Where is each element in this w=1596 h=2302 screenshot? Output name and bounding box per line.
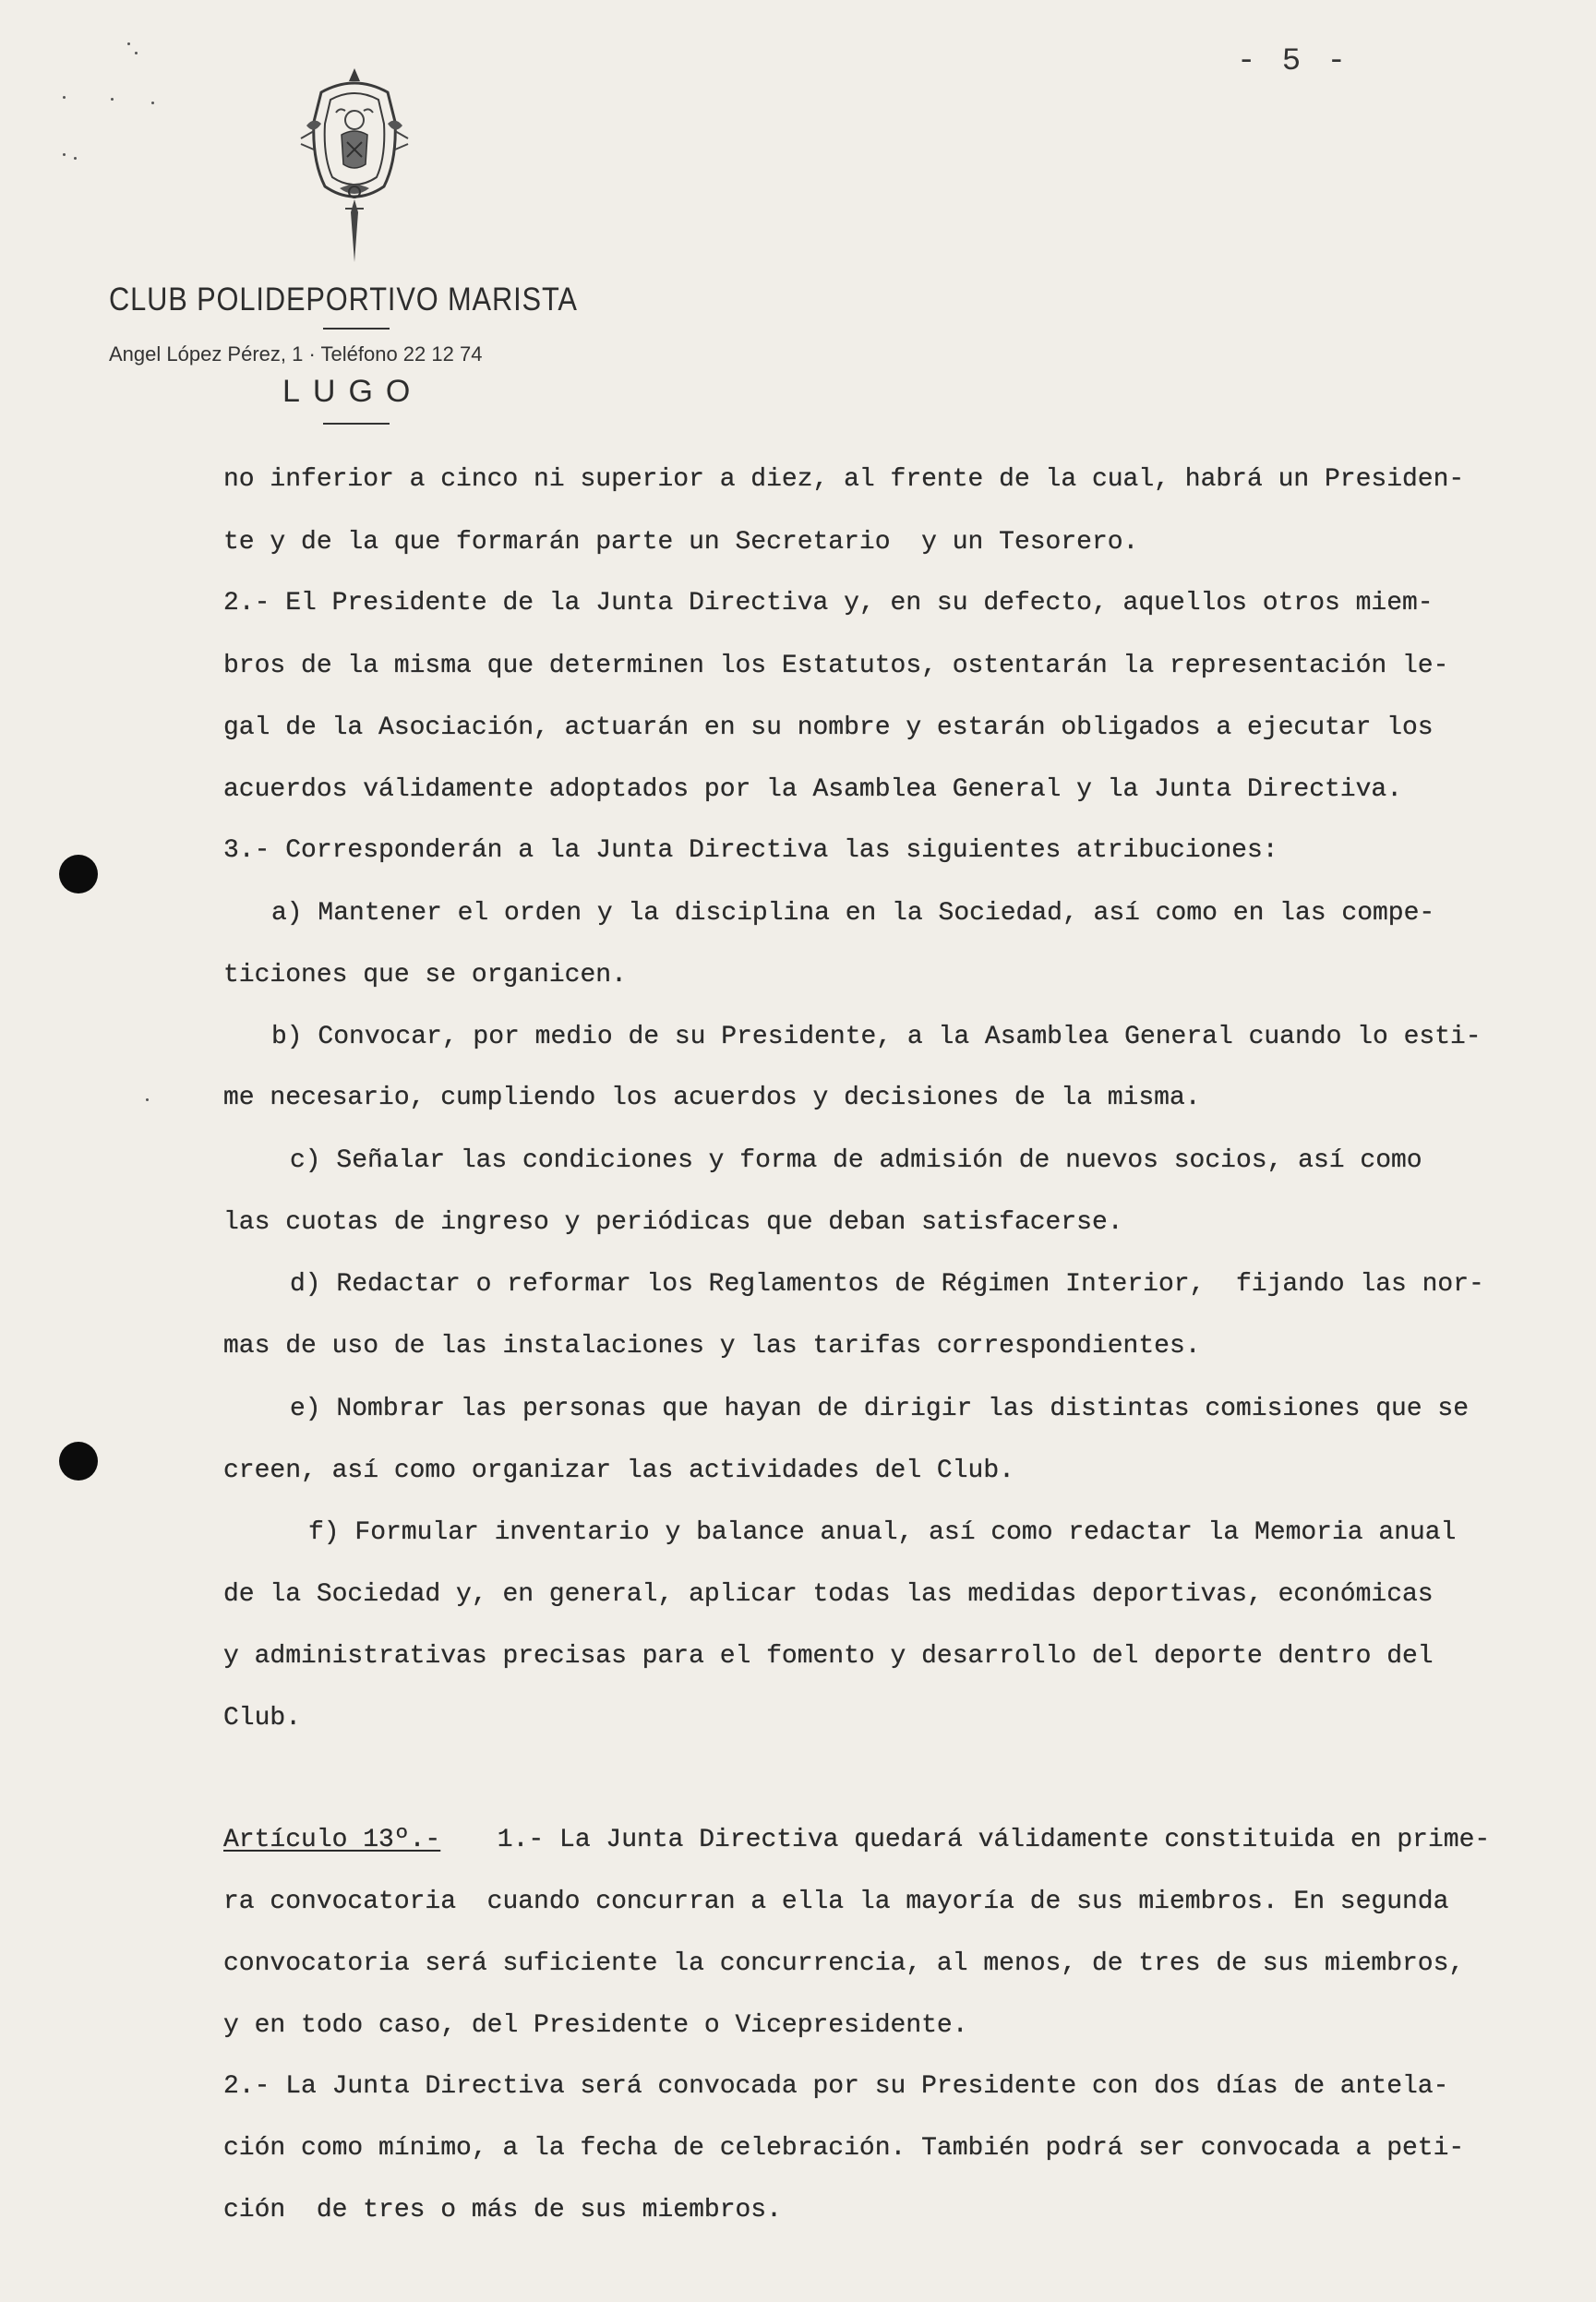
article-heading: Artículo 13º.- [223, 1826, 441, 1854]
text-line: de la Sociedad y, en general, aplicar todas las medidas deportivas, económicas [223, 1580, 1434, 1609]
text-line: e) Nombrar las personas que hayan de dirigir las distintas comisiones que se [290, 1395, 1470, 1423]
club-address: Angel López Pérez, 1 · Teléfono 22 12 74 [109, 342, 483, 366]
text-line: ción de tres o más de sus miembros. [223, 2196, 782, 2224]
text-line: ticiones que se organicen. [223, 961, 627, 989]
text-line: no inferior a cinco ni superior a diez, al frente de la cual, habrá un Presiden- [223, 465, 1465, 494]
text-line: las cuotas de ingreso y periódicas que deban satisfacerse. [223, 1208, 1123, 1237]
text-line: d) Redactar o reformar los Reglamentos de Régimen Interior, fijando las nor- [290, 1270, 1484, 1299]
text-line: ción como mínimo, a la fecha de celebración. También podrá ser convocada a peti- [223, 2134, 1465, 2163]
text-line: 3.- Corresponderán a la Junta Directiva las siguientes atribuciones: [223, 836, 1278, 865]
text-line: acuerdos válidamente adoptados por la Asamblea General y la Junta Directiva. [223, 775, 1403, 804]
text-line: 1.- La Junta Directiva quedará válidamente constituida en prime- [482, 1826, 1491, 1854]
text-line: te y de la que formarán parte un Secretario y un Tesorero. [223, 528, 1139, 557]
club-city: LUGO [282, 374, 424, 409]
text-line: ra convocatoria cuando concurran a ella la mayoría de sus miembros. En segunda [223, 1888, 1449, 1916]
text-line: a) Mantener el orden y la disciplina en la Sociedad, así como en las compe- [271, 899, 1435, 928]
text-line: creen, así como organizar las actividades del Club. [223, 1457, 1014, 1485]
text-line: bros de la misma que determinen los Estatutos, ostentarán la representación le- [223, 652, 1449, 680]
text-line: Club. [223, 1704, 302, 1732]
text-line: me necesario, cumpliendo los acuerdos y decisiones de la misma. [223, 1084, 1201, 1112]
text-line: 2.- El Presidente de la Junta Directiva y, en su defecto, aquellos otros miem- [223, 589, 1434, 617]
text-line: gal de la Asociación, actuarán en su nombre y estarán obligados a ejecutar los [223, 713, 1434, 742]
text-line: 2.- La Junta Directiva será convocada por su Presidente con dos días de antela- [223, 2072, 1449, 2101]
text-line: convocatoria será suficiente la concurrencia, al menos, de tres de sus miembros, [223, 1949, 1465, 1978]
page-number: - 5 - [1237, 44, 1350, 79]
text-line: y en todo caso, del Presidente o Vicepresidente. [223, 2011, 968, 2040]
text-line: c) Señalar las condiciones y forma de admisión de nuevos socios, así como [290, 1146, 1422, 1175]
text-line: mas de uso de las instalaciones y las tarifas correspondientes. [223, 1332, 1201, 1361]
club-name: CLUB POLIDEPORTIVO MARISTA [109, 282, 578, 318]
text-line: y administrativas precisas para el fomento y desarrollo del deporte dentro del [223, 1642, 1434, 1671]
text-line: f) Formular inventario y balance anual, así como redactar la Memoria anual [308, 1518, 1457, 1547]
text-line: b) Convocar, por medio de su Presidente, a la Asamblea General cuando lo esti- [271, 1023, 1482, 1051]
